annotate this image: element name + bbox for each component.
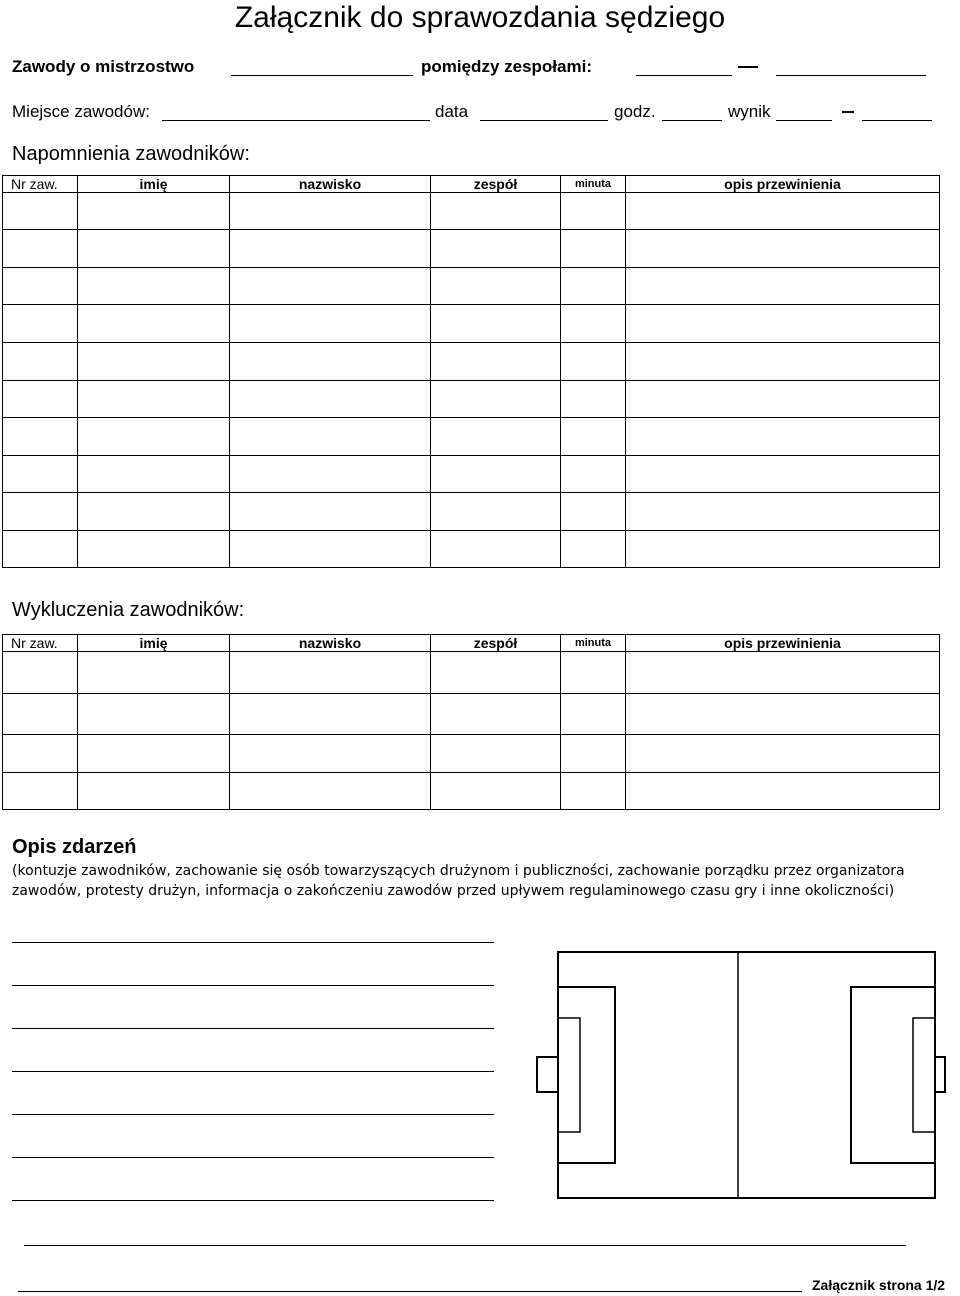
- table-cell[interactable]: [626, 694, 940, 735]
- table-cell[interactable]: [230, 305, 431, 343]
- table-row: [3, 493, 940, 531]
- table-cell[interactable]: [78, 418, 230, 456]
- table-cell[interactable]: [3, 305, 78, 343]
- table-cell[interactable]: [230, 531, 431, 568]
- venue-field[interactable]: [162, 120, 430, 121]
- events-note: (kontuzje zawodników, zachowanie się osób towarzyszących drużynom i publiczności, zachowanie porządku przez organizatora zawodów, protesty drużyn, informacja o zakończeniu zawodów przed upływem regulaminowego czasu gry i inne okoliczności): [12, 863, 905, 899]
- table-row: [3, 193, 940, 230]
- table-row: [3, 773, 940, 810]
- col-header-last-name: nazwisko: [230, 635, 431, 652]
- table-cell[interactable]: [431, 773, 561, 810]
- writing-line[interactable]: [12, 1028, 494, 1029]
- table-cell[interactable]: [3, 418, 78, 456]
- date-field[interactable]: [480, 120, 608, 121]
- table-cell[interactable]: [3, 230, 78, 268]
- table-cell[interactable]: [230, 193, 431, 230]
- competition-field[interactable]: [231, 75, 413, 76]
- signature-line[interactable]: [24, 1245, 906, 1246]
- table-cell[interactable]: [431, 230, 561, 268]
- between-teams-label: pomiędzy zespołami:: [421, 57, 592, 76]
- time-field[interactable]: [662, 120, 722, 121]
- result-dash: [842, 111, 854, 113]
- table-cell[interactable]: [561, 735, 626, 773]
- table-row: [3, 230, 940, 268]
- table-cell[interactable]: [431, 456, 561, 493]
- table-cell[interactable]: [626, 493, 940, 531]
- table-cell[interactable]: [3, 381, 78, 418]
- table-row: [3, 694, 940, 735]
- table-cell[interactable]: [561, 493, 626, 531]
- table-cell[interactable]: [3, 735, 78, 773]
- table-row: [3, 305, 940, 343]
- venue-label: Miejsce zawodów:: [12, 102, 150, 121]
- table-cell[interactable]: [431, 381, 561, 418]
- table-row: [3, 735, 940, 773]
- table-cell[interactable]: [431, 735, 561, 773]
- table-row: [3, 343, 940, 381]
- warnings-header-row: [3, 176, 940, 193]
- table-cell[interactable]: [230, 456, 431, 493]
- table-cell[interactable]: [626, 230, 940, 268]
- page-number: Załącznik strona 1/2: [812, 1277, 946, 1293]
- table-cell[interactable]: [561, 652, 626, 694]
- table-row: [3, 268, 940, 305]
- table-cell[interactable]: [561, 268, 626, 305]
- col-header-first-name: imię: [78, 176, 230, 193]
- left-penalty-area: [558, 987, 615, 1163]
- table-cell[interactable]: [230, 493, 431, 531]
- table-cell[interactable]: [626, 418, 940, 456]
- table-cell[interactable]: [561, 230, 626, 268]
- table-cell[interactable]: [230, 694, 431, 735]
- table-row: [3, 418, 940, 456]
- teams-dash: [738, 66, 758, 68]
- table-cell[interactable]: [3, 694, 78, 735]
- table-cell[interactable]: [78, 493, 230, 531]
- col-header-minute: minuta: [561, 635, 626, 652]
- col-header-number: Nr zaw.: [3, 176, 78, 193]
- table-cell[interactable]: [3, 343, 78, 381]
- table-cell[interactable]: [626, 343, 940, 381]
- table-cell[interactable]: [561, 381, 626, 418]
- competition-label: Zawody o mistrzostwo: [12, 57, 195, 76]
- team-a-field[interactable]: [636, 75, 732, 76]
- table-cell[interactable]: [626, 381, 940, 418]
- writing-line[interactable]: [12, 985, 494, 986]
- table-cell[interactable]: [561, 305, 626, 343]
- table-cell[interactable]: [78, 343, 230, 381]
- warnings-table: [2, 175, 940, 568]
- table-cell[interactable]: [3, 456, 78, 493]
- table-cell[interactable]: [561, 694, 626, 735]
- table-cell[interactable]: [626, 268, 940, 305]
- footer-line: [18, 1291, 802, 1292]
- table-cell[interactable]: [78, 694, 230, 735]
- table-cell[interactable]: [626, 456, 940, 493]
- events-heading: Opis zdarzeń: [12, 836, 137, 858]
- table-row: [3, 381, 940, 418]
- col-header-number: Nr zaw.: [3, 635, 78, 652]
- table-cell[interactable]: [561, 193, 626, 230]
- col-header-offence: opis przewinienia: [626, 635, 940, 652]
- table-cell[interactable]: [3, 193, 78, 230]
- table-cell[interactable]: [78, 773, 230, 810]
- col-header-last-name: nazwisko: [230, 176, 431, 193]
- dismissals-header-row: [3, 635, 940, 652]
- table-cell[interactable]: [3, 268, 78, 305]
- table-cell[interactable]: [78, 193, 230, 230]
- time-label: godz.: [614, 102, 656, 121]
- table-cell[interactable]: [78, 230, 230, 268]
- col-header-team: zespół: [431, 176, 561, 193]
- table-row: [3, 531, 940, 568]
- table-cell[interactable]: [78, 305, 230, 343]
- writing-line[interactable]: [12, 1071, 494, 1072]
- table-cell[interactable]: [431, 418, 561, 456]
- table-cell[interactable]: [3, 773, 78, 810]
- table-cell[interactable]: [230, 381, 431, 418]
- col-header-minute: minuta: [561, 176, 626, 193]
- writing-line[interactable]: [12, 1200, 494, 1201]
- table-cell[interactable]: [431, 268, 561, 305]
- page-title: Załącznik do sprawozdania sędziego: [234, 1, 726, 34]
- col-header-first-name: imię: [78, 635, 230, 652]
- table-cell[interactable]: [626, 193, 940, 230]
- table-cell[interactable]: [626, 773, 940, 810]
- pitch-diagram: [530, 945, 950, 1205]
- table-cell[interactable]: [626, 652, 940, 694]
- col-header-team: zespół: [431, 635, 561, 652]
- table-cell[interactable]: [230, 735, 431, 773]
- result-home-field[interactable]: [776, 120, 832, 121]
- table-cell[interactable]: [78, 381, 230, 418]
- table-cell[interactable]: [561, 418, 626, 456]
- dismissals-table: [2, 634, 940, 810]
- table-cell[interactable]: [431, 694, 561, 735]
- table-cell[interactable]: [561, 343, 626, 381]
- left-goal: [537, 1057, 558, 1092]
- right-goal-area: [913, 1018, 935, 1132]
- table-cell[interactable]: [561, 456, 626, 493]
- table-cell[interactable]: [78, 268, 230, 305]
- table-cell[interactable]: [431, 343, 561, 381]
- table-cell[interactable]: [561, 531, 626, 568]
- warnings-heading: Napomnienia zawodników:: [12, 143, 250, 165]
- table-cell[interactable]: [78, 735, 230, 773]
- table-row: [3, 456, 940, 493]
- table-cell[interactable]: [431, 531, 561, 568]
- table-cell[interactable]: [3, 531, 78, 568]
- table-cell[interactable]: [230, 268, 431, 305]
- table-cell[interactable]: [431, 493, 561, 531]
- table-cell[interactable]: [626, 531, 940, 568]
- writing-line[interactable]: [12, 1157, 494, 1158]
- table-cell[interactable]: [626, 735, 940, 773]
- date-label: data: [435, 102, 469, 121]
- writing-line[interactable]: [12, 1114, 494, 1115]
- table-cell[interactable]: [230, 773, 431, 810]
- table-cell[interactable]: [3, 493, 78, 531]
- left-goal-area: [558, 1018, 580, 1132]
- table-cell[interactable]: [230, 418, 431, 456]
- right-goal: [935, 1057, 945, 1092]
- col-header-offence: opis przewinienia: [626, 176, 940, 193]
- dismissals-heading: Wykluczenia zawodników:: [12, 599, 245, 621]
- table-cell[interactable]: [78, 531, 230, 568]
- table-cell[interactable]: [431, 305, 561, 343]
- table-cell[interactable]: [431, 652, 561, 694]
- table-cell[interactable]: [230, 230, 431, 268]
- table-cell[interactable]: [561, 773, 626, 810]
- writing-line[interactable]: [12, 942, 494, 943]
- right-penalty-area: [851, 987, 935, 1163]
- table-cell[interactable]: [230, 652, 431, 694]
- table-row: [3, 652, 940, 694]
- table-cell[interactable]: [431, 193, 561, 230]
- table-cell[interactable]: [78, 652, 230, 694]
- result-away-field[interactable]: [862, 120, 932, 121]
- result-label: wynik: [728, 102, 771, 121]
- table-cell[interactable]: [626, 305, 940, 343]
- table-cell[interactable]: [3, 652, 78, 694]
- table-cell[interactable]: [230, 343, 431, 381]
- table-cell[interactable]: [78, 456, 230, 493]
- team-b-field[interactable]: [776, 75, 926, 76]
